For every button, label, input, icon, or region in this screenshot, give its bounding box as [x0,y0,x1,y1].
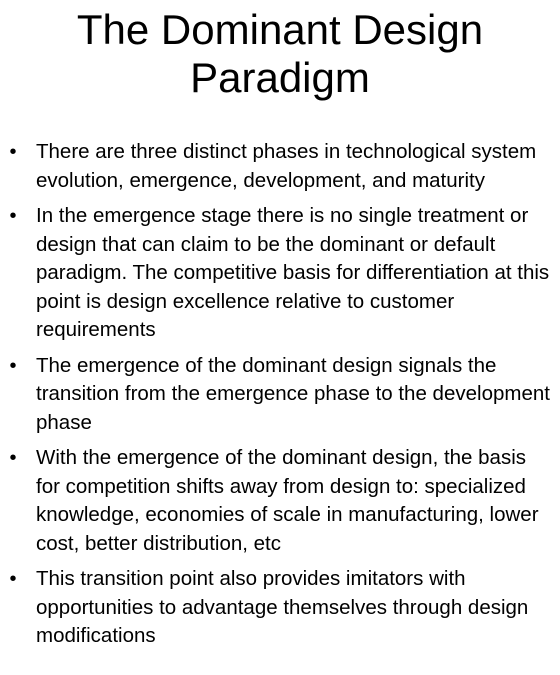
bullet-icon: • [9,205,17,227]
slide-title-line-1: The Dominant Design [76,6,484,53]
bullet-text-2: In the emergence stage there is no single treatment or design that can claim to be the dominant or default paradigm. The competitive basis for differentiation at this point is design excellence relative to customer requirements [36,204,550,341]
bullet-text-1: There are three distinct phases in technological system evolution, emergence, development, and maturity [36,140,537,192]
bullet-list [0,138,560,658]
bullet-item-1 [0,138,560,195]
bullet-item-4 [0,444,560,558]
bullet-icon: • [9,141,17,163]
bullet-text-3: The emergence of the dominant design signals the transition from the emergence phase to the development phase [36,353,550,434]
bullet-item-2 [0,202,560,345]
bullet-icon: • [9,447,17,469]
bullet-item-5 [0,565,560,651]
slide-title-line-2: Paradigm [190,54,370,101]
bullet-icon: • [9,354,17,377]
bullet-item-3 [0,352,560,438]
bullet-icon: • [9,568,17,590]
slide-title [0,6,560,102]
bullet-text-5: This transition point also provides imitators with opportunities to advantage themselves through design modifications [36,567,529,647]
bullet-text-4: With the emergence of the dominant design, the basis for competition shifts away from design to: specialized knowledge, economies of scale in manufacturing, lower cost, better distribution, etc [36,446,539,555]
